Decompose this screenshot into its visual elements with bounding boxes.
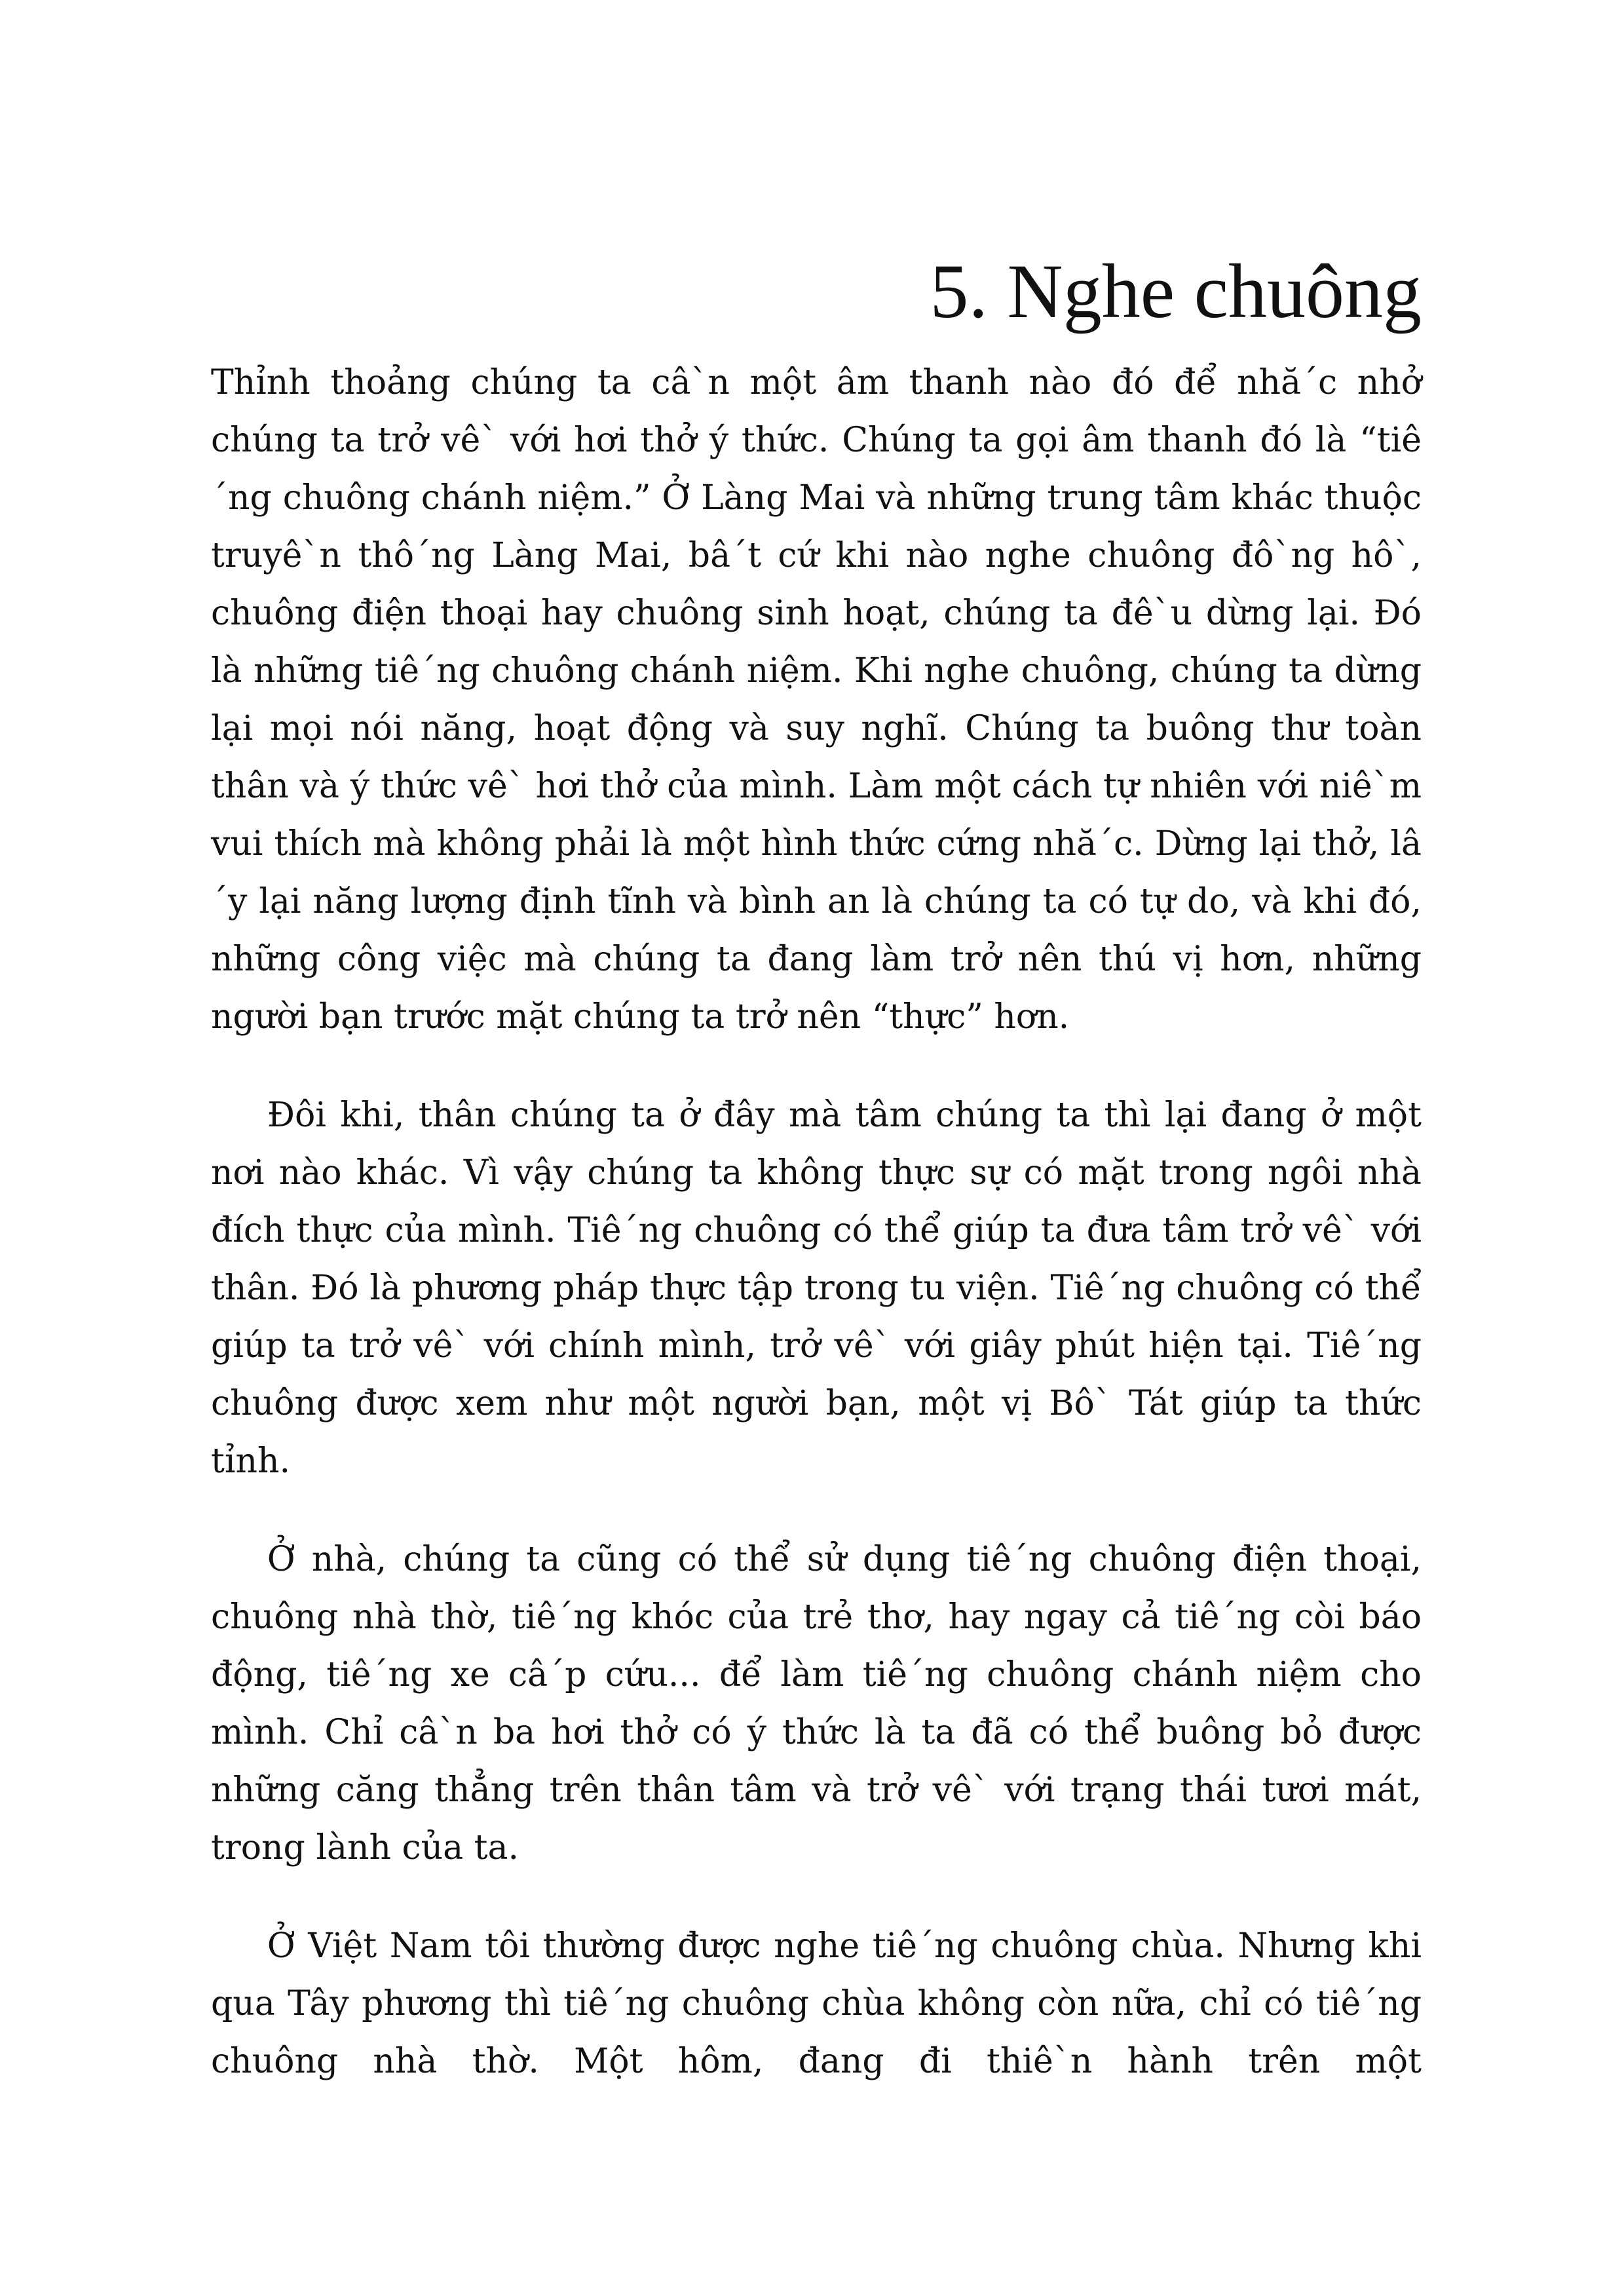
chapter-title: 5. Nghe chuông xyxy=(930,248,1422,334)
paragraph-2: Đôi khi, thân chúng ta ở đây mà tâm chúng ta thì lại đang ở một nơi nào khác. Vì vậy chúng ta không thực sự có mặt trong ngôi nhà đích thực của mình. Tiê´ng chuông có thể giúp ta đưa tâm trở vê` với thân. Đó là phương pháp thực tập trong tu viện. Tiê´ng chuông có thể giúp ta trở vê` với chính mình, trở vê` với giây phút hiện tại. Tiê´ng chuông được xem như một người bạn, một vị Bô` Tát giúp ta thức tỉnh. xyxy=(211,1096,1422,1481)
paragraph-1: Thỉnh thoảng chúng ta câ`n một âm thanh nào đó để nhă´c nhở chúng ta trở vê` với hơi thở ý thức. Chúng ta gọi âm thanh đó là “tiê´ng chuông chánh niệm.” Ở Làng Mai và những trung tâm khác thuộc truyê`n thô´ng Làng Mai, bâ´t cứ khi nào nghe chuông đô`ng hô`, chuông điện thoại hay chuông sinh hoạt, chúng ta đê`u dừng lại. Đó là những tiê´ng chuông chánh niệm. Khi nghe chuông, chúng ta dừng lại mọi nói năng, hoạt động và suy nghĩ. Chúng ta buông thư toàn thân và ý thức vê` hơi thở của mình. Làm một cách tự nhiên với niê`m vui thích mà không phải là một hình thức cứng nhă´c. Dừng lại thở, lâ´y lại năng lượng định tĩnh và bình an là chúng ta có tự do, và khi đó, những công việc mà chúng ta đang làm trở nên thú vị hơn, những người bạn trước mặt chúng ta trở nên “thực” hơn. xyxy=(211,363,1422,1037)
paragraph-4: Ở Việt Nam tôi thường được nghe tiê´ng chuông chùa. Nhưng khi qua Tây phương thì tiê´ng chuông chùa không còn nữa, chỉ có tiê´ng chuông nhà thờ. Một hôm, đang đi thiê`n hành trên một xyxy=(211,1926,1422,2081)
chapter-body xyxy=(211,354,1422,2131)
paragraph-3: Ở nhà, chúng ta cũng có thể sử dụng tiê´ng chuông điện thoại, chuông nhà thờ, tiê´ng khóc của trẻ thơ, hay ngay cả tiê´ng còi báo động, tiê´ng xe câ´p cứu... để làm tiê´ng chuông chánh niệm cho mình. Chỉ câ`n ba hơi thở có ý thức là ta đã có thể buông bỏ được những căng thẳng trên thân tâm và trở vê` với trạng thái tươi mát, trong lành của ta. xyxy=(211,1540,1422,1867)
